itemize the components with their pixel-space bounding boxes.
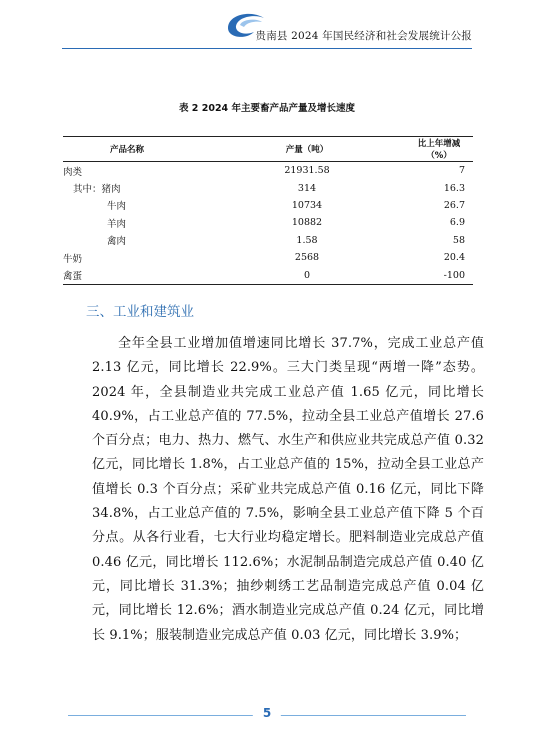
row-output: 1.58 xyxy=(296,234,318,246)
row-product-name: 牛肉 xyxy=(107,201,127,213)
table-row xyxy=(63,214,473,231)
table-caption: 表 2 2024 年主要畜产品产量及增长速度 xyxy=(179,103,355,114)
row-output: 2568 xyxy=(294,252,320,264)
row-product-name: 禽肉 xyxy=(107,236,127,248)
row-output: 10882 xyxy=(291,217,323,229)
row-product-name: 肉类 xyxy=(63,166,83,178)
body-paragraph: 全年全县工业增加值增速同比增长 37.7%，完成工业总产值 2.13 亿元，同比增长 22.9%。三大门类呈现“两增一降”态势。2024 年，全县制造业共完成工业总产值 1.65 亿元，同比增长 40.9%，占工业总产值的 77.5%，拉动全县工业总产值增长 27.6 个百分点；电力、热力、燃气、水生产和供应业共完成总产值 0.32 亿元，同比增长 1.8%，占工业总产值的 15%，拉动全县工业总产值增长 0.3 个百分点；采矿业共完成总产值 0.16 亿元，同比下降 34.8%，占工业总产值的 7.5%，影响全县工业总产值下降 5 个百分点。从各行业看，七大行业均稳定增长。肥料制造业完成总产值 0.46 亿元，同比增长 112.6%；水泥制品制造完成总产值 0.40 亿元，同比增长 31.3%；抽纱刺绣工艺品制造完成总产值 0.04 亿元，同比增长 12.6%；酒水制造业完成总产值 0.24 亿元，同比增长 9.1%；服装制造业完成总产值 0.03 亿元，同比增长 3.9%； xyxy=(92,336,484,643)
section-heading: 三、工业和建筑业 xyxy=(86,304,194,320)
column-header-change: 比上年增减（%） xyxy=(373,137,473,162)
livestock-output-table xyxy=(63,136,473,285)
row-change: 20.4 xyxy=(443,252,465,264)
row-output: 21931.58 xyxy=(284,165,330,177)
table-row xyxy=(63,162,473,180)
row-change: 6.9 xyxy=(449,217,465,229)
header-divider xyxy=(62,48,472,49)
row-change: 7 xyxy=(458,165,465,177)
row-product-name: 羊肉 xyxy=(107,218,127,230)
table-row xyxy=(63,232,473,249)
row-output: 0 xyxy=(241,266,373,284)
row-change: -100 xyxy=(373,266,473,284)
page-number: 5 xyxy=(253,706,281,720)
report-title: 贵南县 2024 年国民经济和社会发展统计公报 xyxy=(255,30,472,42)
column-header-product: 产品名称 xyxy=(63,137,241,162)
row-product-name: 禽蛋 xyxy=(63,271,83,283)
row-output: 10734 xyxy=(291,199,323,211)
row-product-name: 牛奶 xyxy=(63,253,83,265)
row-change: 58 xyxy=(452,234,465,246)
table-row xyxy=(63,197,473,214)
row-change: 16.3 xyxy=(443,182,465,194)
table-header-row xyxy=(63,137,473,162)
column-header-output: 产量（吨） xyxy=(241,137,373,162)
table-row xyxy=(63,266,473,284)
table-row xyxy=(63,249,473,266)
row-output: 314 xyxy=(297,182,317,194)
row-change: 26.7 xyxy=(443,199,465,211)
page-footer xyxy=(68,706,466,726)
table-row xyxy=(63,179,473,196)
row-product-name: 其中：猪肉 xyxy=(73,184,121,196)
